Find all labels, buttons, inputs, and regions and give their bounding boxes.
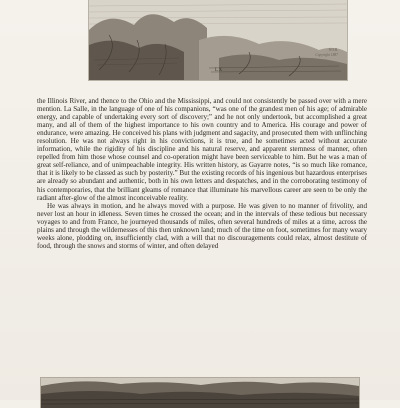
artist-signature-line2: Copyright 1887 [315,52,338,57]
illustration-caption: LX [215,68,223,73]
body-text [37,97,367,250]
artist-signature [298,48,338,57]
paragraph-2: He was always in motion, and he always moved with a purpose. He was given to no manner of frivolity, and never lost an hour in idleness. Seven times he crossed the ocean; and in the intervals of these tedious but necessary voyages to and from France, he journeyed thousands of miles, often several hundreds of miles at a time, across the plains and through the wildernesses of this then unknown land; much of the time on foot, sometimes for many weary weeks alone, plodding on, insufficiently clad, with a will that no discouragements could relax, almost destitute of food, through the snows and storms of winter, and often delayed [37,201,367,250]
paragraph-1: the Illinois River, and thence to the Ohio and the Mississippi, and could not consistently be passed over with a mere mention. La Salle, in the language of one of his companions, “was one of the grandest men of his age; of admirable energy, and capable of undertaking every sort of discovery;” and he not only undertook, but accomplished a great many, and all of them of the highest importance to his own country and to America. His courage and power of endurance, were amazing. He conceived his plans with judgment and sagacity, and prosecuted them with unflinching resolution. He was not always right in his convictions, it is true, and he sometimes acted without accurate information, while the rigidity of his discipline and his natural reserve, and apparent sternness of manner, often repelled from him those whose counsel and co-operation might have been serviceable to him. But he was a man of great self-reliance, and of unimpeachable integrity. His written history, as Gayarre notes, “is so much like romance, that it is likely to be classed as such by posterity.” But the existing records of his ingenious but hazardous enterprises are already so abundant and authentic, both in his own letters and despatches, and in the corroborating testimony of his contemporaries, that the brilliant gleams of romance that illuminate his marvellous career are seen to be only the radiant after-glow of the almost inconceivable reality. [37,97,367,202]
engraving-illustration-bottom [40,377,360,408]
artist-signature-line1: W.S.B. [328,48,338,52]
bottom-engraving [41,378,359,408]
